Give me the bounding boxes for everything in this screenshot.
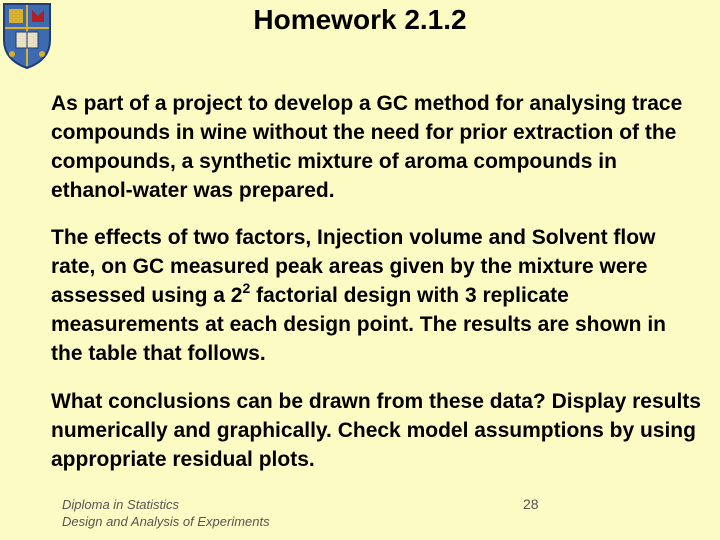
footer-course xyxy=(62,496,270,530)
paragraph-intro: As part of a project to develop a GC method for analysing trace compounds in wine without the need for prior extraction of the compounds, a synthetic mixture of aroma compounds in ethanol-water was prepared. xyxy=(51,92,683,202)
footer-line-1: Diploma in Statistics xyxy=(62,497,180,512)
slide-title: Homework 2.1.2 xyxy=(253,4,467,35)
page-number: 28 xyxy=(523,496,539,512)
footer-line-2: Design and Analysis of Experiments xyxy=(62,514,270,529)
paragraph-design xyxy=(51,223,701,368)
paragraph-design-text-b: factorial design with 3 replicate measurements at each design point. The results are shown in the table that follows. xyxy=(51,284,666,365)
paragraph-questions: What conclusions can be drawn from these data? Display results numerically and graphically. Check model assumptions by using appropriate residual plots. xyxy=(51,390,701,471)
paragraph-design-text-a: The effects of two factors, Injection volume and Solvent flow rate, on GC measured peak areas given by the mixture were assessed using a 2 xyxy=(51,226,656,307)
superscript-exponent: 2 xyxy=(242,280,251,296)
